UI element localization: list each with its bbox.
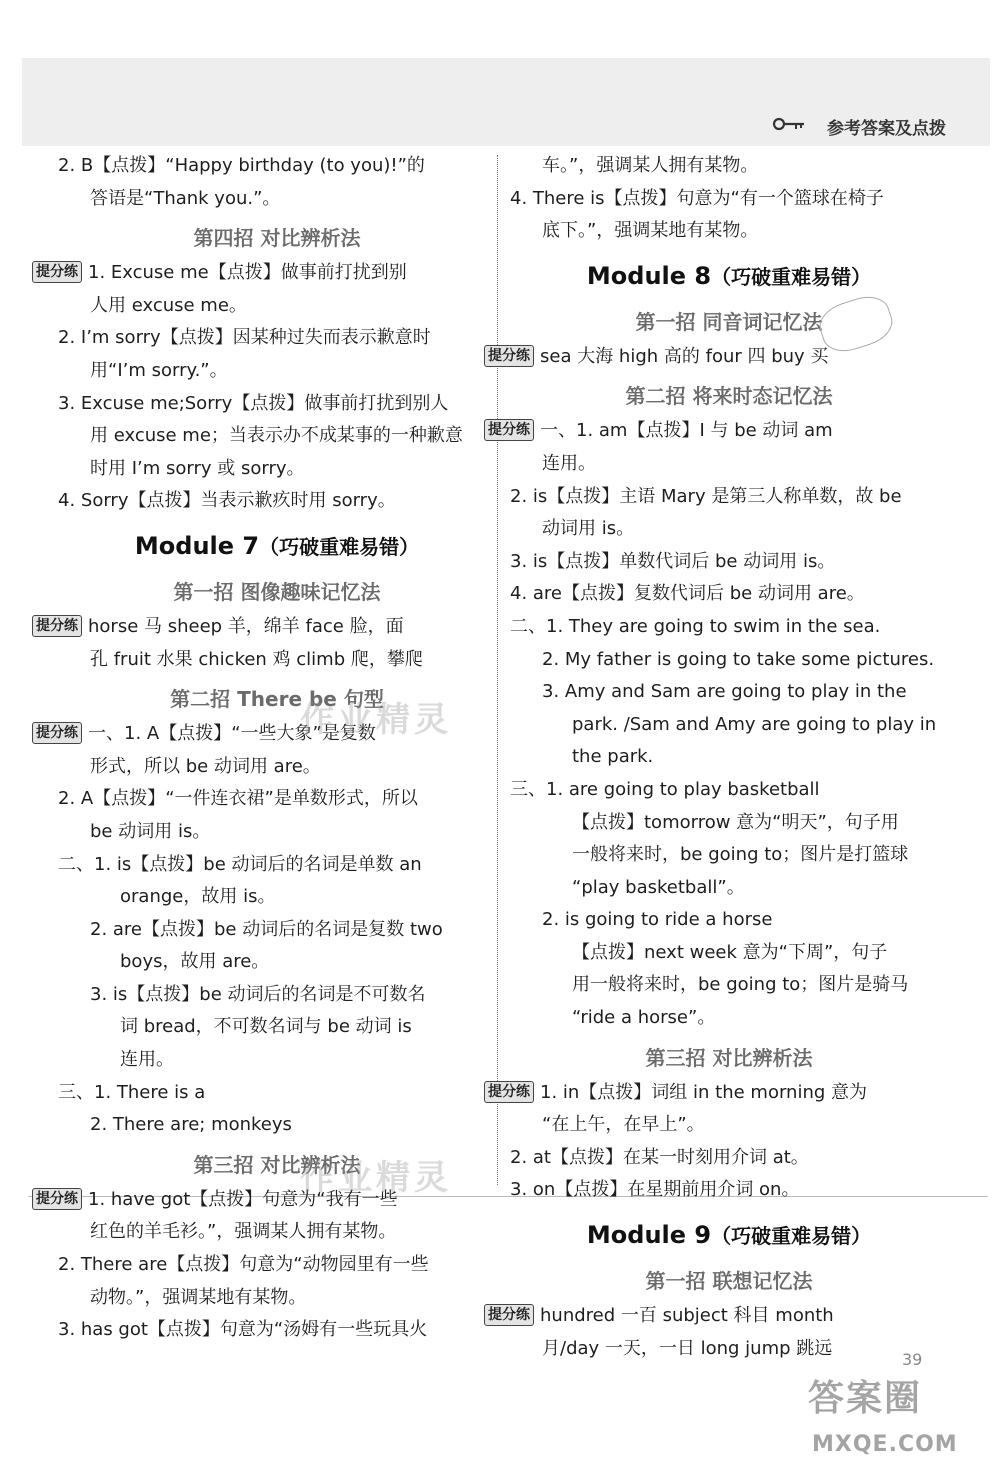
watermark: 作业精灵 [300,1158,452,1198]
answer-line [510,611,948,644]
section-heading: 第三招 对比辨析法 [193,1152,361,1177]
answer-text: 2. There are【点拨】句意为“动物园里有一些 [58,1254,429,1276]
answer-text: 2. A【点拨】“一件连衣裙”是单数形式，所以 [58,788,418,810]
module-title: Module 9 [586,1221,712,1250]
answer-line [510,1002,948,1035]
answer-text: 时用 I’m sorry 或 sorry。 [90,457,305,479]
answer-text: “ride a horse”。 [572,1007,716,1029]
section-heading: 第一招 联想记忆法 [645,1269,813,1294]
answer-text: 红色的羊毛衫。”，强调某人拥有某物。 [90,1221,397,1243]
practice-badge: 提分练 [32,261,82,283]
site-logo: 答案圈 [808,1378,923,1419]
answer-line [510,904,948,937]
module-heading [58,524,496,569]
answer-line [510,774,948,807]
answer-text: 4. There is【点拨】句意为“有一个篮球在椅子 [510,187,884,209]
answer-text: 3. Amy and Sam are going to play in the [542,681,907,703]
answer-line [58,1314,496,1347]
answer-text: 动词用 is。 [542,518,635,540]
answer-line [510,872,948,905]
answer-text: 形式，所以 be 动词用 are。 [90,755,321,777]
module-heading [510,1213,948,1258]
answer-line [510,644,948,677]
answer-text: 【点拨】next week 意为“下周”，句子 [572,941,888,963]
answer-text: 3. Excuse me;Sorry【点拨】做事前打扰到别人 [58,392,449,414]
practice-badge: 提分练 [484,1304,534,1326]
answer-text: 一、1. am【点拨】I 与 be 动词 am [540,420,833,442]
practice-badge: 提分练 [484,1081,534,1103]
answer-line [58,644,496,677]
key-icon [772,117,806,131]
answer-line [58,751,496,784]
answer-text: 2. My father is going to take some pictures. [542,648,935,670]
answer-line [510,1174,948,1207]
practice-badge: 提分练 [32,615,82,637]
answer-text: 3. is【点拨】be 动词后的名词是不可数名 [90,983,426,1005]
answer-text: 用一般将来时，be going to；图片是骑马 [572,974,909,996]
answer-line [58,355,496,388]
section-heading: 第一招 同音词记忆法 [635,309,823,334]
answer-line [58,1249,496,1282]
answer-text: 4. are【点拨】复数代词后 be 动词用 are。 [510,583,865,605]
practice-badge: 提分练 [32,722,82,744]
answer-text: 二、1. is【点拨】be 动词后的名词是单数 an [58,853,422,875]
answer-text: “在上午，在早上”。 [542,1114,705,1136]
answer-line [484,1077,948,1110]
answer-line [484,1300,948,1333]
section-heading: 第一招 图像趣味记忆法 [173,579,381,604]
answer-text: hundred 一百 subject 科目 month [540,1305,834,1327]
answer-line [510,1333,948,1366]
practice-badge: 提分练 [484,345,534,367]
answer-line [510,709,948,742]
column-divider [497,155,498,1185]
answer-text: 动物。”，强调某地有某物。 [90,1286,307,1308]
answer-line [510,839,948,872]
answer-line [58,183,496,216]
answer-text: orange，故用 is。 [120,886,276,908]
answer-text: 车。”，强调某人拥有某物。 [542,155,759,176]
section-heading: 第三招 对比辨析法 [645,1045,813,1070]
answer-line [58,881,496,914]
answer-line [58,453,496,486]
answer-line [510,807,948,840]
answer-line [484,415,948,448]
answer-line [58,420,496,453]
module-title: Module 8 [586,261,712,290]
answer-text: 2. are【点拨】be 动词后的名词是复数 two [90,918,443,940]
practice-badge: 提分练 [484,419,534,441]
module-heading [510,254,948,299]
answer-text: 孔 fruit 水果 chicken 鸡 climb 爬，攀爬 [90,648,423,670]
answer-text: 连用。 [120,1049,174,1071]
section-heading: 第四招 对比辨析法 [193,226,361,251]
answer-line [58,1216,496,1249]
answer-line [58,1044,496,1077]
answer-line [58,322,496,355]
answer-text: 2. is going to ride a horse [542,909,773,931]
answer-line [510,150,948,183]
practice-badge: 提分练 [32,1188,82,1210]
answer-line [510,969,948,1002]
answer-text: 4. Sorry【点拨】当表示歉疚时用 sorry。 [58,490,396,512]
answer-text: boys，故用 are。 [120,951,270,973]
answer-line [32,611,496,644]
module-subtitle: （巧破重难易错） [711,264,872,289]
answer-line [58,914,496,947]
answer-line [510,183,948,216]
answer-line [58,150,496,183]
answer-text: 一般将来时，be going to；图片是打篮球 [572,844,909,866]
answer-line [58,979,496,1012]
answer-text: 2. There are; monkeys [90,1114,292,1136]
answer-text: 答语是“Thank you.”。 [90,187,281,209]
answer-line [510,676,948,709]
answer-line [510,448,948,481]
answer-text: horse 马 sheep 羊，绵羊 face 脸，面 [88,615,404,637]
answer-text: 2. I’m sorry【点拨】因某种过失而表示歉意时 [58,327,431,349]
answer-line [510,1142,948,1175]
answer-line [58,290,496,323]
answer-line [58,1282,496,1315]
answer-text: 3. is【点拨】单数代词后 be 动词用 is。 [510,550,836,572]
page-number: 39 [902,1350,923,1369]
answer-text: 用“I’m sorry.”。 [90,359,228,381]
answer-line [510,1109,948,1142]
answer-line [510,481,948,514]
answer-text: “play basketball”。 [572,876,745,898]
answer-text: 三、1. There is a [58,1081,206,1103]
answer-text: sea 大海 high 高的 four 四 buy 买 [540,345,829,367]
answer-text: 2. B【点拨】“Happy birthday (to you)!”的 [58,155,425,176]
answer-text: 1. have got【点拨】句意为“我有一些 [88,1188,398,1210]
answer-text: park. /Sam and Amy are going to play in [572,713,937,735]
answer-text: 3. on【点拨】在星期前用介词 on。 [510,1179,800,1201]
answer-text: be 动词用 is。 [90,820,211,842]
site-logo-url: MXQE.COM [812,1432,958,1457]
watermark: 作业精灵 [300,700,452,740]
answer-text: 二、1. They are going to swim in the sea. [510,615,881,637]
answer-text: 2. at【点拨】在某一时刻用介词 at。 [510,1146,809,1168]
answer-line [32,257,496,290]
section-heading: 第二招 There be 句型 [170,687,384,712]
answer-line [58,849,496,882]
answer-text: 一、1. A【点拨】“一些大象”是复数 [88,723,376,745]
answer-line [510,513,948,546]
answer-line [58,1109,496,1142]
answer-line [510,741,948,774]
answer-line [58,946,496,979]
answer-text: 用 excuse me；当表示办不成某事的一种歉意 [90,425,463,447]
answer-text: 人用 excuse me。 [90,294,247,316]
answer-line [510,937,948,970]
answer-line [58,485,496,518]
answer-line [58,1077,496,1110]
answer-text: the park. [572,746,654,768]
answer-line [484,341,948,374]
answer-text: 词 bread，不可数名词与 be 动词 is [120,1016,412,1038]
answer-line [58,816,496,849]
answer-line [510,578,948,611]
answer-text: 三、1. are going to play basketball [510,778,820,800]
module-subtitle: （巧破重难易错） [259,534,420,559]
header-title: 参考答案及点拨 [827,119,946,139]
answer-text: 【点拨】tomorrow 意为“明天”，句子用 [572,811,899,833]
answer-text: 底下。”，强调某地有某物。 [542,220,759,242]
answer-line [510,215,948,248]
answer-line [58,1011,496,1044]
answer-line [58,783,496,816]
module-subtitle: （巧破重难易错） [711,1224,872,1249]
answer-text: 2. is【点拨】主语 Mary 是第三人称单数，故 be [510,485,902,507]
answer-text: 月/day 一天，一日 long jump 跳远 [542,1337,833,1359]
answer-line [58,388,496,421]
answer-text: 3. has got【点拨】句意为“汤姆有一些玩具火 [58,1319,428,1341]
answer-text: 连用。 [542,452,596,474]
answer-text: 1. in【点拨】词组 in the morning 意为 [540,1081,868,1103]
section-heading: 第二招 将来时态记忆法 [625,384,833,409]
module-title: Module 7 [134,531,260,560]
answer-line [510,546,948,579]
answer-text: 1. Excuse me【点拨】做事前打扰到别 [88,262,407,284]
